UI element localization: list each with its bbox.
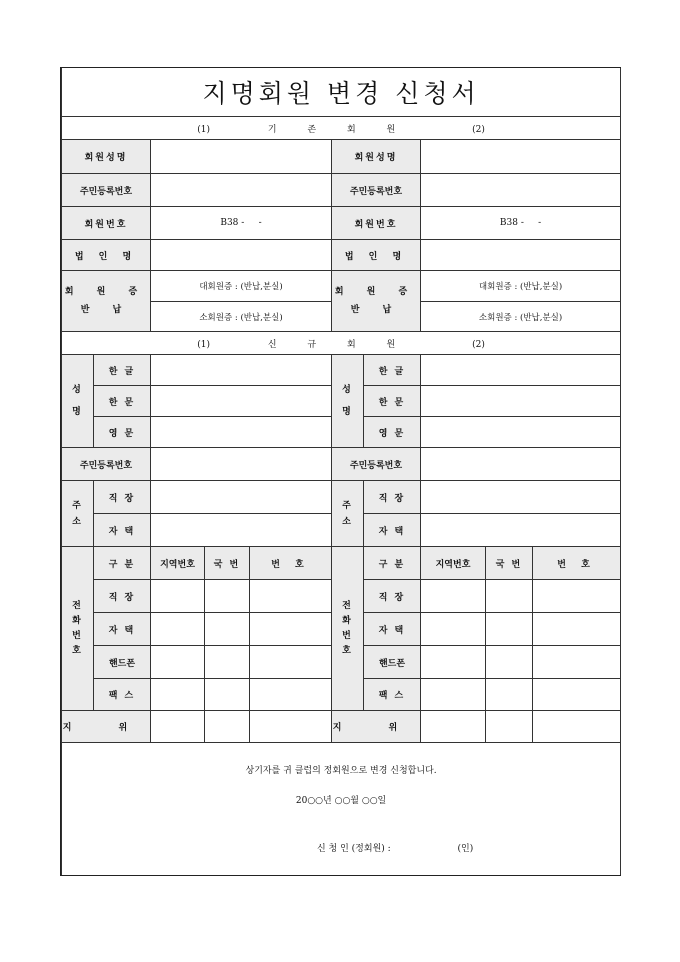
section-new-member <box>62 332 621 355</box>
name-hangul-field-1[interactable] <box>151 355 332 386</box>
member-number-label-2: 회원번호 <box>332 207 421 240</box>
name-hangul-label-1: 한 글 <box>94 355 151 386</box>
corporation-name-field-1[interactable] <box>151 240 332 271</box>
corporation-name-label-1: 법 인 명 <box>62 240 151 271</box>
phone-home-exchange-1[interactable] <box>205 613 250 646</box>
section-right-number: (2) <box>472 339 485 350</box>
name-hangul-label-2: 한 글 <box>364 355 421 386</box>
page-title: 지명회원 변경 신청서 <box>62 68 621 117</box>
position-field-2c[interactable] <box>533 711 621 743</box>
section-left-number: (1) <box>197 339 210 350</box>
address-home-field-2[interactable] <box>421 514 621 547</box>
phone-mobile-area-code-1[interactable] <box>151 646 205 679</box>
phone-work-label-1: 직 장 <box>94 580 151 613</box>
phone-area-code-header-1: 지역번호 <box>151 547 205 580</box>
address-home-label-1: 자 택 <box>94 514 151 547</box>
phone-fax-label-1: 팩 스 <box>94 679 151 711</box>
card-return-label-bottom: 반 납 <box>350 305 402 315</box>
phone-work-exchange-2[interactable] <box>486 580 533 613</box>
name-label-2: 성 명 <box>332 355 364 448</box>
new-resident-number-label-2: 주민등록번호 <box>332 448 421 481</box>
phone-work-area-code-1[interactable] <box>151 580 205 613</box>
phone-home-area-code-2[interactable] <box>421 613 486 646</box>
position-label-2: 지 위 <box>332 711 421 743</box>
phone-mobile-label-1: 핸드폰 <box>94 646 151 679</box>
phone-home-label-1: 자 택 <box>94 613 151 646</box>
phone-number-header-1: 번 호 <box>250 547 332 580</box>
section-right-number: (2) <box>472 124 485 135</box>
applicant-label: 신 청 인 (정회원) : <box>317 844 391 854</box>
section-existing-member <box>62 117 621 140</box>
address-home-label-2: 자 택 <box>364 514 421 547</box>
member-number-field-1[interactable]: B38 - - <box>151 207 332 240</box>
name-hanja-field-2[interactable] <box>421 386 621 417</box>
phone-category-label-1: 구 분 <box>94 547 151 580</box>
name-hangul-field-2[interactable] <box>421 355 621 386</box>
phone-home-label-2: 자 택 <box>364 613 421 646</box>
position-field-1b[interactable] <box>205 711 250 743</box>
name-hanja-label-2: 한 문 <box>364 386 421 417</box>
phone-mobile-exchange-1[interactable] <box>205 646 250 679</box>
phone-work-area-code-2[interactable] <box>421 580 486 613</box>
member-number-label-1: 회원번호 <box>62 207 151 240</box>
address-home-field-1[interactable] <box>151 514 332 547</box>
new-resident-number-field-1[interactable] <box>151 448 332 481</box>
phone-home-number-2[interactable] <box>533 613 621 646</box>
resident-number-field-2[interactable] <box>421 174 621 207</box>
applicant-signature-line <box>317 841 620 854</box>
position-field-1c[interactable] <box>250 711 332 743</box>
phone-label-2: 전 화 번 호 <box>332 547 364 711</box>
name-english-field-2[interactable] <box>421 417 621 448</box>
name-english-label-1: 영 문 <box>94 417 151 448</box>
new-resident-number-label-1: 주민등록번호 <box>62 448 151 481</box>
name-hanja-label-1: 한 문 <box>94 386 151 417</box>
section-label: 신 규 회 원 <box>267 339 410 350</box>
address-work-label-1: 직 장 <box>94 481 151 514</box>
address-work-label-2: 직 장 <box>364 481 421 514</box>
phone-mobile-area-code-2[interactable] <box>421 646 486 679</box>
corporation-name-field-2[interactable] <box>421 240 621 271</box>
phone-mobile-number-1[interactable] <box>250 646 332 679</box>
card-return-label-1 <box>62 271 151 332</box>
phone-work-number-1[interactable] <box>250 580 332 613</box>
position-label-1: 지 위 <box>62 711 151 743</box>
phone-work-exchange-1[interactable] <box>205 580 250 613</box>
phone-mobile-exchange-2[interactable] <box>486 646 533 679</box>
member-name-field-2[interactable] <box>421 140 621 174</box>
member-name-label-2: 회원성명 <box>332 140 421 174</box>
section-left-number: (1) <box>197 124 210 135</box>
big-card-status-1[interactable]: 대회원증 : (반납,분실) <box>151 271 332 302</box>
position-field-1a[interactable] <box>151 711 205 743</box>
phone-exchange-header-2: 국 번 <box>486 547 533 580</box>
phone-label-1: 전 화 번 호 <box>62 547 94 711</box>
phone-fax-area-code-2[interactable] <box>421 679 486 711</box>
new-resident-number-field-2[interactable] <box>421 448 621 481</box>
address-work-field-1[interactable] <box>151 481 332 514</box>
name-english-label-2: 영 문 <box>364 417 421 448</box>
phone-mobile-number-2[interactable] <box>533 646 621 679</box>
resident-number-field-1[interactable] <box>151 174 332 207</box>
address-label-1: 주 소 <box>62 481 94 547</box>
form-table <box>61 68 621 875</box>
phone-area-code-header-2: 지역번호 <box>421 547 486 580</box>
name-hanja-field-1[interactable] <box>151 386 332 417</box>
phone-home-area-code-1[interactable] <box>151 613 205 646</box>
resident-number-label-1: 주민등록번호 <box>62 174 151 207</box>
card-return-label-2 <box>332 271 421 332</box>
position-field-2a[interactable] <box>421 711 486 743</box>
phone-fax-number-2[interactable] <box>533 679 621 711</box>
position-field-2b[interactable] <box>486 711 533 743</box>
phone-home-exchange-2[interactable] <box>486 613 533 646</box>
resident-number-label-2: 주민등록번호 <box>332 174 421 207</box>
phone-work-number-2[interactable] <box>533 580 621 613</box>
address-work-field-2[interactable] <box>421 481 621 514</box>
big-card-status-2[interactable]: 대회원증 : (반납,분실) <box>421 271 621 302</box>
phone-mobile-label-2: 핸드폰 <box>364 646 421 679</box>
small-card-status-2[interactable]: 소회원증 : (반납,분실) <box>421 302 621 332</box>
phone-work-label-2: 직 장 <box>364 580 421 613</box>
name-label-1: 성 명 <box>62 355 94 448</box>
member-name-field-1[interactable] <box>151 140 332 174</box>
phone-fax-number-1[interactable] <box>250 679 332 711</box>
phone-category-label-2: 구 분 <box>364 547 421 580</box>
phone-fax-label-2: 팩 스 <box>364 679 421 711</box>
closing-statement: 상기자를 귀 클럽의 정회원으로 변경 신청합니다. <box>245 766 437 776</box>
phone-fax-exchange-2[interactable] <box>486 679 533 711</box>
application-date: 20○○년 ○○월 ○○일 <box>295 796 387 806</box>
address-label-2: 주 소 <box>332 481 364 547</box>
section-label: 기 존 회 원 <box>267 124 410 135</box>
phone-fax-exchange-1[interactable] <box>205 679 250 711</box>
small-card-status-1[interactable]: 소회원증 : (반납,분실) <box>151 302 332 332</box>
member-number-field-2[interactable]: B38 - - <box>421 207 621 240</box>
phone-exchange-header-1: 국 번 <box>205 547 250 580</box>
phone-home-number-1[interactable] <box>250 613 332 646</box>
application-form <box>60 67 621 876</box>
name-english-field-1[interactable] <box>151 417 332 448</box>
phone-fax-area-code-1[interactable] <box>151 679 205 711</box>
member-name-label-1: 회원성명 <box>62 140 151 174</box>
card-return-label-top: 회 원 증 <box>64 287 148 297</box>
phone-number-header-2: 번 호 <box>533 547 621 580</box>
seal-mark[interactable]: (인) <box>457 844 474 854</box>
card-return-label-top: 회 원 증 <box>334 287 418 297</box>
closing-section <box>62 743 621 876</box>
card-return-label-bottom: 반 납 <box>80 305 132 315</box>
corporation-name-label-2: 법 인 명 <box>332 240 421 271</box>
